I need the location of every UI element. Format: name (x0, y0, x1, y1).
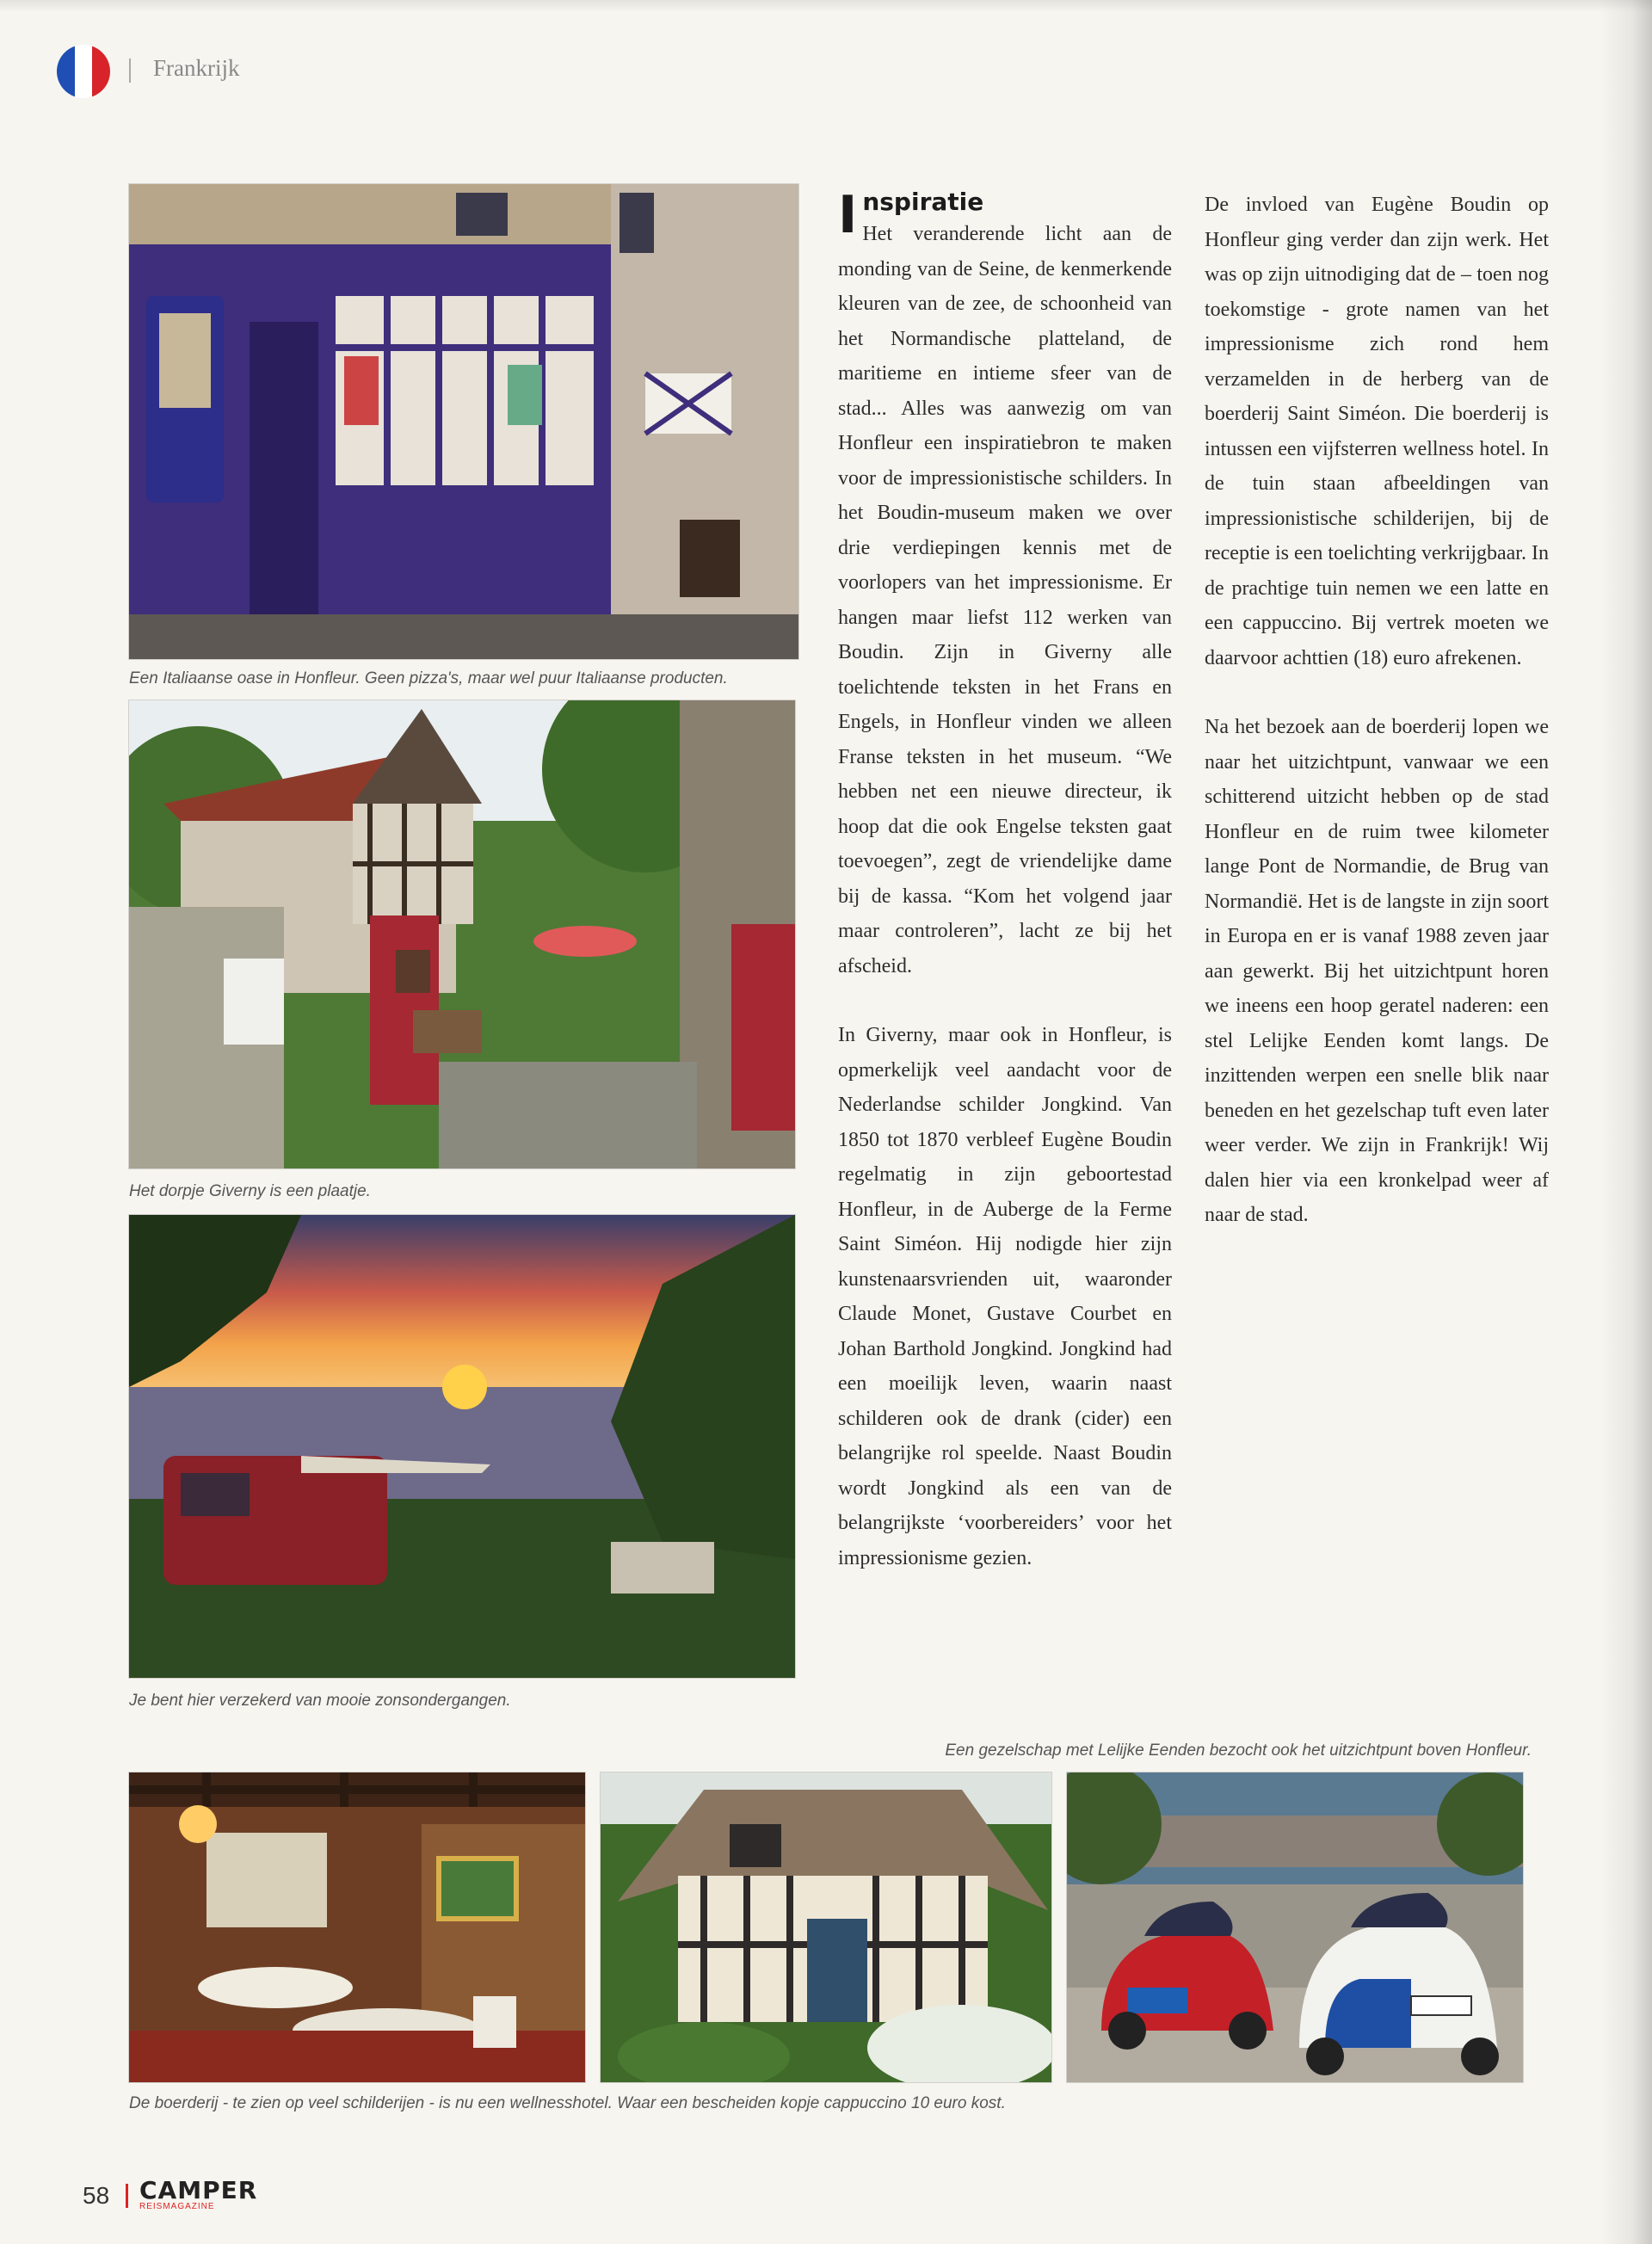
caption-sunset: Je bent hier verzekerd van mooie zonsondergangen. (129, 1692, 511, 1710)
french-flag-icon (57, 45, 110, 98)
header-separator (129, 59, 131, 83)
drop-cap: I (838, 185, 858, 245)
caption-2cv-group: Een gezelschap met Lelijke Eenden bezocht ook het uitzichtpunt boven Honfleur. (945, 1742, 1532, 1760)
article-paragraph-2: In Giverny, maar ook in Honfleur, is opmerkelijk veel aandacht voor de Nederlandse schilder Jongkind. Van 1850 tot 1870 verbleef Eugène Boudin regelmatig in zijn geboortestad Honfleur, in de Auberge de la Ferme Saint Siméon. Hij nodigde hier zijn kunstenaarsvrienden uit, waaronder Claude Monet, Gustave Courbet en Johan Barthold Jongkind. Jongkind had een moeilijk leven, waarin naast schilderen ook de drank (cider) een belangrijke rol speelde. Naast Boudin wordt Jongkind als een van de belangrijkste ‘voorbereiders’ voor het impressionisme gezien. (838, 1024, 1172, 1569)
photo-2cv-cars (1067, 1772, 1523, 2082)
magazine-logo-text: CAMPER (139, 2176, 258, 2204)
magazine-logo-subtitle: REISMAGAZINE (139, 2202, 215, 2211)
page-number: 58 (83, 2182, 110, 2209)
magazine-logo (139, 2176, 258, 2211)
article-paragraph-1: Het veranderende licht aan de monding van de Seine, de kenmerkende kleuren van de zee, de schoonheid van het Normandische platteland, de maritieme en intieme sfeer van de stad... Alles was aanwezig om van Honfleur een inspiratiebron te maken voor de impressionistische schilders. In het Boudin-museum maken we over drie verdiepingen kennis met de voorlopers van het impressionisme. Er hangen maar liefst 112 werken van Boudin. Zijn in Giverny alle toelichtende teksten in het Frans en Engels, in Honfleur vinden we alleen Franse teksten in het museum. “We hebben net een nieuwe directeur, ik hoop dat die ook Engelse teksten gaat toevoegen”, zegt de vriendelijke dame bij de kassa. “Kom het volgend jaar maar controleren”, lacht ze bij het afscheid. (838, 223, 1172, 977)
page-top-shadow (0, 0, 1652, 12)
section-label: Frankrijk (153, 55, 240, 81)
caption-giverny: Het dorpje Giverny is een plaatje. (129, 1182, 371, 1200)
article-column-1 (838, 185, 1172, 1610)
article-column-2 (1205, 188, 1549, 1267)
photo-thatched-farmhouse (601, 1772, 1051, 2082)
photo-farm-interior (129, 1772, 585, 2082)
article-paragraph-4: Na het bezoek aan de boerderij lopen we naar het uitzichtpunt, vanwaar we een schitterend uitzicht hebben op de stad Honfleur en de ruim twee kilometer lange Pont de Normandie, de Brug van Normandië. Het is de langste in zijn soort in Europa en er is vanaf 1988 zeven jaar aan gewerkt. Bij het uitzichtpunt horen we ineens een hoop geratel naderen: een stel Lelijke Eenden komt langs. De inzittenden werpen een snelle blik naar beneden en het gezelschap tuft even later weer verder. We zijn in Frankrijk! Wij dalen hier via een kronkelpad weer af naar de stad. (1205, 716, 1549, 1226)
photo-sunset (129, 1215, 795, 1678)
photo-giverny-house (129, 700, 795, 1168)
page-edge-shadow (1600, 0, 1652, 2244)
footer-separator (126, 2184, 128, 2208)
article-paragraph-3: De invloed van Eugène Boudin op Honfleur ging verder dan zijn werk. Het was op zijn uitnodiging dat de – toen nog toekomstige - grote namen van het impressionisme zich rond hem verzamelden in de herberg van de boerderij Saint Siméon. Die boerderij is intussen een vijfsterren wellness hotel. In de tuin staan afbeeldingen van impressionistische schilderijen, bij de receptie is een toelichting verkrijgbaar. In de prachtige tuin nemen we een latte en een cappuccino. Bij vertrek moeten we daarvoor achttien (18) euro afrekenen. (1205, 194, 1549, 669)
photo-italian-shop (129, 184, 798, 659)
caption-italian-shop: Een Italiaanse oase in Honfleur. Geen pizza's, maar wel puur Italiaanse producten. (129, 669, 728, 687)
caption-farmhouse: De boerderij - te zien op veel schilderijen - is nu een wellnesshotel. Waar een bescheiden kopje cappuccino 10 euro kost. (129, 2094, 1006, 2112)
article-heading: Inspiratie (838, 185, 984, 245)
